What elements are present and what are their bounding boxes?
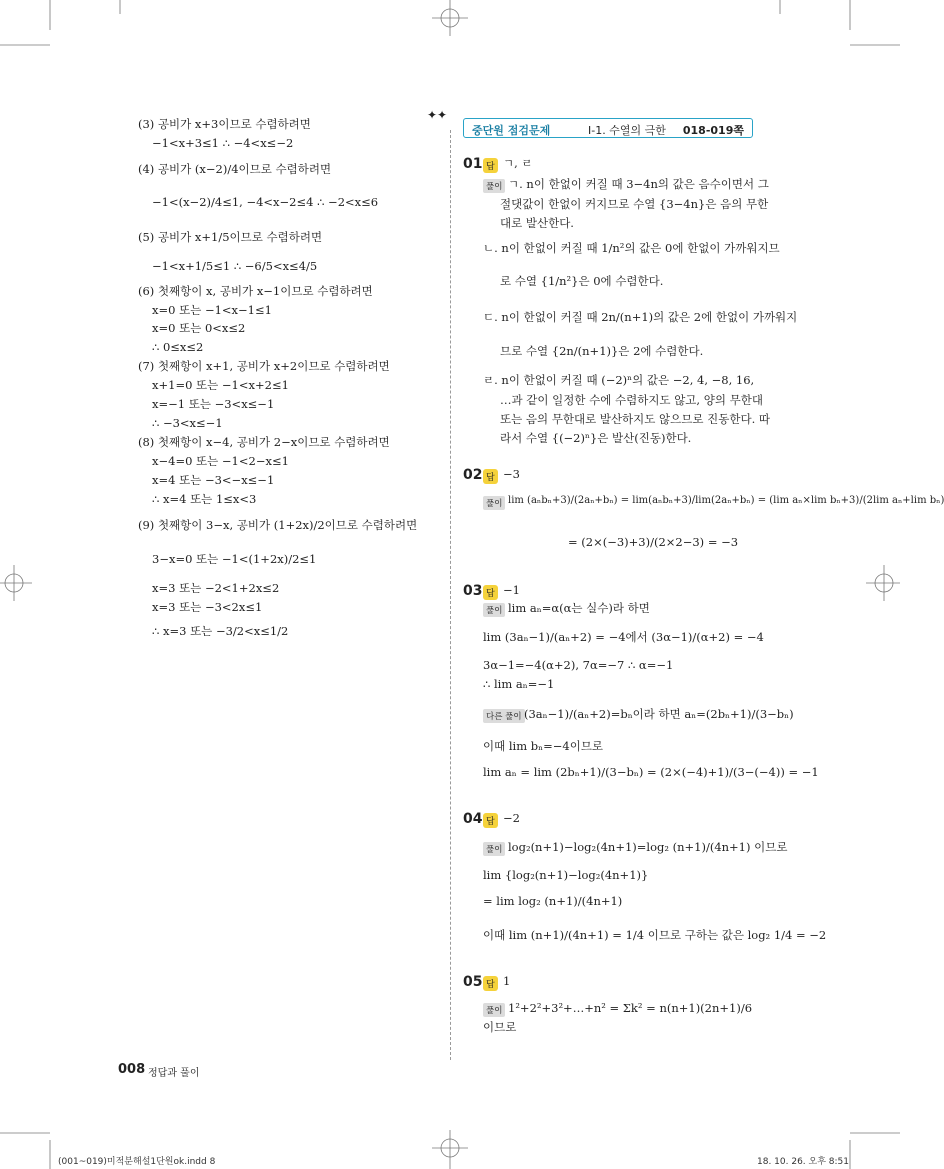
solution-line: ∴ lim aₙ=−1	[483, 677, 555, 691]
left-line: (6) 첫째항이 x, 공비가 x−1이므로 수렴하려면	[138, 284, 373, 298]
solution-line: 또는 음의 무한대로 발산하지도 않으므로 진동한다. 따	[500, 412, 770, 426]
left-line: (3) 공비가 x+3이므로 수렴하려면	[138, 117, 311, 131]
section-unit: Ⅰ-1. 수열의 극한	[588, 124, 666, 137]
left-line: ∴ x=4 또는 1≤x<3	[152, 492, 257, 506]
page-number: 008	[118, 1062, 146, 1077]
left-line: (4) 공비가 (x−2)/4이므로 수렴하려면	[138, 162, 332, 176]
answer-text: −3	[503, 467, 520, 481]
problem-number: 05	[463, 974, 483, 990]
answer-text: −1	[503, 583, 520, 597]
solution-line: 므로 수열 {2n/(n+1)}은 2에 수렴한다.	[500, 344, 704, 358]
section-title: 중단원 점검문제	[472, 124, 551, 137]
left-line: 3−x=0 또는 −1<(1+2x)/2≤1	[152, 552, 317, 566]
left-line: x=4 또는 −3<−x≤−1	[152, 473, 275, 487]
left-line: x=0 또는 −1<x−1≤1	[152, 303, 272, 317]
solution-badge: 풀이	[483, 179, 505, 193]
answer-text: 1	[503, 974, 511, 988]
answer-badge: 답	[483, 158, 498, 173]
left-line: −1<x+1/5≤1 ∴ −6/5<x≤4/5	[152, 259, 318, 273]
solution-line: lim aₙ = lim (2bₙ+1)/(3−bₙ) = (2×(−4)+1)/(3−(−4)) = −1	[483, 765, 819, 779]
left-line: ∴ 0≤x≤2	[152, 340, 204, 354]
divider-ornament: ✦✦	[427, 108, 448, 122]
solution-line: 1²+2²+3²+…+n² = Σk² = n(n+1)(2n+1)/6	[508, 1001, 753, 1015]
section-header	[463, 118, 753, 138]
alt-solution-badge: 다른 풀이	[483, 709, 525, 723]
solution-line: 이므로	[483, 1020, 517, 1034]
solution-badge: 풀이	[483, 1003, 505, 1017]
print-timestamp: 18. 10. 26. 오후 8:51	[757, 1157, 849, 1167]
left-line: −1<(x−2)/4≤1, −4<x−2≤4 ∴ −2<x≤6	[152, 195, 379, 209]
solution-line: = (2×(−3)+3)/(2×2−3) = −3	[568, 535, 739, 549]
solution-line: 이때 lim bₙ=−4이므로	[483, 739, 604, 753]
solution-line: 이때 lim (n+1)/(4n+1) = 1/4 이므로 구하는 값은 log₂ 1/4 = −2	[483, 928, 827, 942]
solution-line: ㄷ. n이 한없이 커질 때 2n/(n+1)의 값은 2에 한없이 가까워지	[483, 310, 798, 324]
left-line: (8) 첫째항이 x−4, 공비가 2−x이므로 수렴하려면	[138, 435, 390, 449]
solution-line: 절댓값이 한없이 커지므로 수열 {3−4n}은 음의 무한	[500, 197, 769, 211]
solution-badge: 풀이	[483, 603, 505, 617]
left-line: −1<x+3≤1 ∴ −4<x≤−2	[152, 136, 294, 150]
answer-badge: 답	[483, 469, 498, 484]
solution-line: = lim log₂ (n+1)/(4n+1)	[483, 894, 623, 908]
column-divider	[450, 130, 451, 1060]
problem-number: 01	[463, 156, 483, 172]
solution-line: lim aₙ=α(α는 실수)라 하면	[508, 601, 650, 615]
left-line: ∴ x=3 또는 −3/2<x≤1/2	[152, 624, 289, 638]
solution-line: …과 같이 일정한 수에 수렴하지도 않고, 양의 무한대	[500, 393, 763, 407]
left-line: x−4=0 또는 −1<2−x≤1	[152, 454, 289, 468]
solution-line: 대로 발산한다.	[500, 216, 574, 230]
solution-badge: 풀이	[483, 842, 505, 856]
left-line: ∴ −3<x≤−1	[152, 416, 223, 430]
solution-line: lim (aₙbₙ+3)/(2aₙ+bₙ) = lim(aₙbₙ+3)/lim(2aₙ+bₙ) = (lim aₙ×lim bₙ+3)/(2lim aₙ+lim bₙ)	[508, 495, 944, 506]
solution-line: (3aₙ−1)/(aₙ+2)=bₙ이라 하면 aₙ=(2bₙ+1)/(3−bₙ)	[524, 707, 794, 721]
left-line: x=3 또는 −3<2x≤1	[152, 600, 263, 614]
solution-line: 3α−1=−4(α+2), 7α=−7 ∴ α=−1	[483, 658, 674, 672]
answer-badge: 답	[483, 813, 498, 828]
left-line: x=3 또는 −2<1+2x≤2	[152, 581, 280, 595]
file-name: (001~019)미적분해설1단원ok.indd 8	[58, 1157, 216, 1167]
left-line: (5) 공비가 x+1/5이므로 수렴하려면	[138, 230, 323, 244]
problem-number: 04	[463, 811, 483, 827]
solution-line: ㄱ. n이 한없이 커질 때 3−4n의 값은 음수이면서 그	[508, 177, 769, 191]
solution-line: 라서 수열 {(−2)ⁿ}은 발산(진동)한다.	[500, 431, 692, 445]
solution-line: lim {log₂(n+1)−log₂(4n+1)}	[483, 868, 649, 882]
left-line: (7) 첫째항이 x+1, 공비가 x+2이므로 수렴하려면	[138, 359, 390, 373]
solution-line: 로 수열 {1/n²}은 0에 수렴한다.	[500, 274, 664, 288]
section-pages: 018-019쪽	[682, 124, 744, 137]
problem-number: 03	[463, 583, 483, 599]
solution-line: ㄴ. n이 한없이 커질 때 1/n²의 값은 0에 한없이 가까워지므	[483, 241, 780, 255]
solution-line: lim (3aₙ−1)/(aₙ+2) = −4에서 (3α−1)/(α+2) = −4	[483, 630, 764, 644]
left-line: x=0 또는 0<x≤2	[152, 321, 246, 335]
answer-badge: 답	[483, 976, 498, 991]
answer-text: −2	[503, 811, 520, 825]
answer-text: ㄱ, ㄹ	[503, 156, 533, 170]
solution-badge: 풀이	[483, 496, 505, 510]
left-line: (9) 첫째항이 3−x, 공비가 (1+2x)/2이므로 수렴하려면	[138, 518, 418, 532]
page-label: 정답과 풀이	[148, 1068, 200, 1079]
left-line: x+1=0 또는 −1<x+2≤1	[152, 378, 289, 392]
solution-line: ㄹ. n이 한없이 커질 때 (−2)ⁿ의 값은 −2, 4, −8, 16,	[483, 373, 755, 387]
problem-number: 02	[463, 467, 483, 483]
answer-badge: 답	[483, 585, 498, 600]
left-line: x=−1 또는 −3<x≤−1	[152, 397, 275, 411]
solution-line: log₂(n+1)−log₂(4n+1)=log₂ (n+1)/(4n+1) 이므로	[508, 840, 788, 854]
